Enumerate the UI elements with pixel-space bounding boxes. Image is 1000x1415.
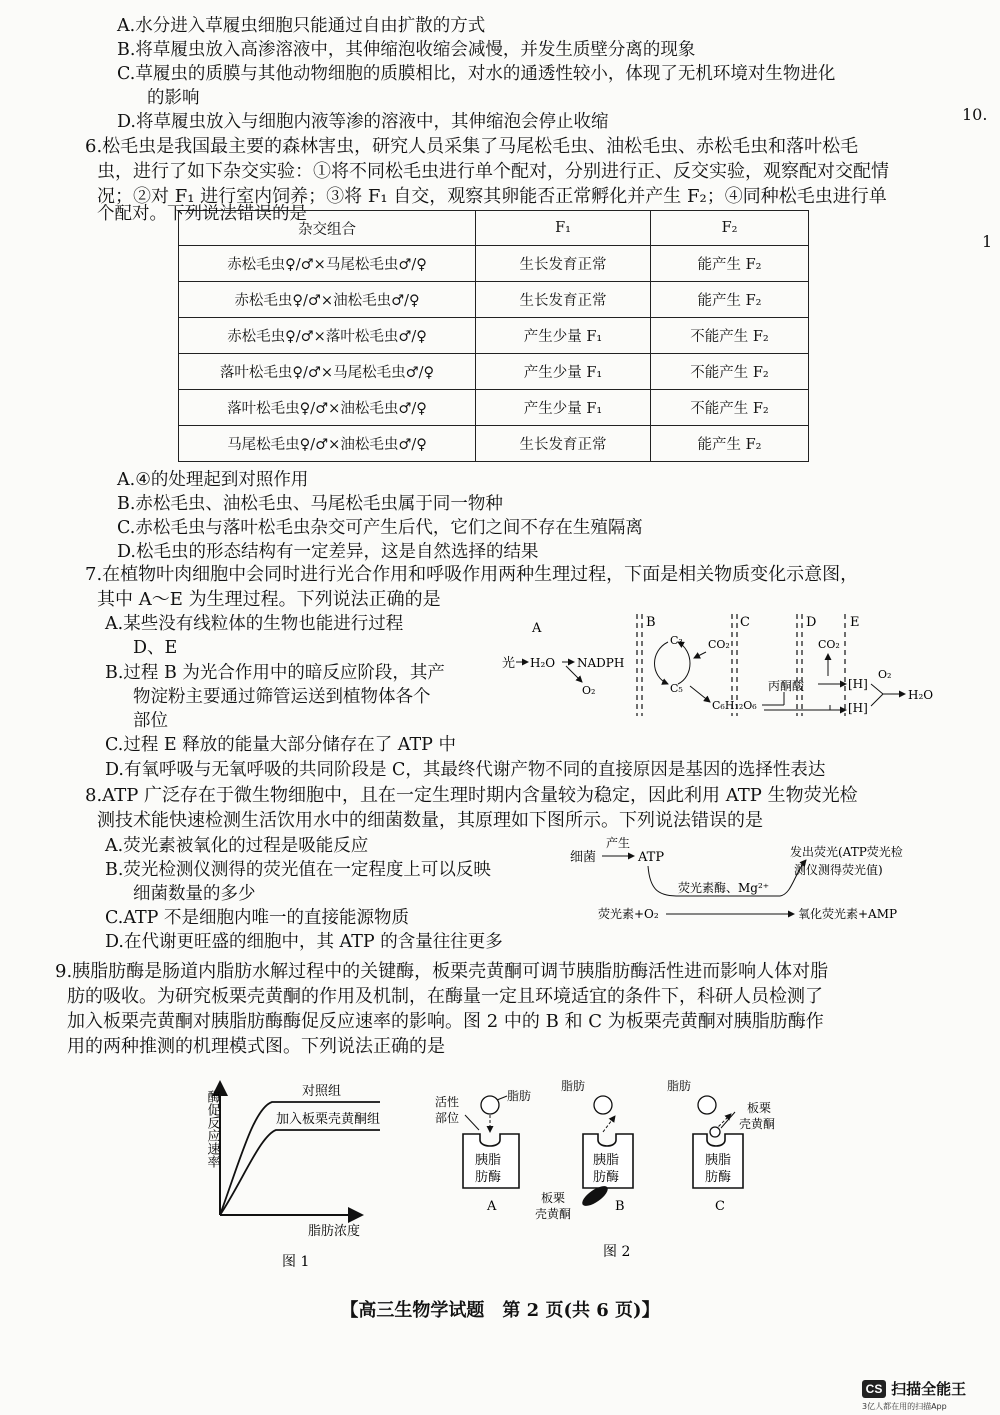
table-row: [179, 390, 809, 426]
q6-stem: 6.松毛虫是我国最主要的森林害虫，研究人员采集了马尾松毛虫、油松毛虫、赤松毛虫和落叶松毛: [85, 136, 859, 157]
table-row: [179, 318, 809, 354]
figure-2-models: [435, 1070, 795, 1270]
q7-option-b: B.过程 B 为光合作用中的暗反应阶段，其产: [105, 663, 445, 683]
light-label: 光: [502, 656, 516, 671]
table-cell: 不能产生 F₂: [651, 390, 809, 426]
q5-option-b: B.将草履虫放入高渗溶液中，其伸缩泡收缩会减慢，并发生质壁分离的现象: [117, 40, 696, 60]
pyruvate-label: 丙酮酸: [768, 679, 805, 693]
q7-stem: 7.在植物叶肉细胞中会同时进行光合作用和呼吸作用两种生理过程，下面是相关物质变化示意图，: [85, 564, 859, 585]
table-cell: 产生少量 F₁: [476, 390, 651, 426]
c5-label: C₅: [670, 682, 683, 695]
o2-label: O₂: [582, 684, 596, 697]
atp-fluorescence-diagram: [570, 834, 950, 926]
atp-label: ATP: [638, 850, 665, 865]
y-axis-label: 酶促反应速率: [204, 1090, 220, 1168]
h-label: [H]: [848, 677, 868, 691]
bacteria-label: 细菌: [570, 850, 597, 865]
emit-label-2: 测仪测得荧光值): [794, 863, 883, 877]
q7-option-c: C.过程 E 释放的能量大部分储存在了 ATP 中: [105, 735, 456, 755]
fat-label: 脂肪: [667, 1079, 692, 1093]
q7-option-a: A.某些没有线粒体的生物也能进行过程: [105, 614, 404, 634]
fat-label: 脂肪: [561, 1079, 586, 1093]
fat-molecule: [481, 1096, 499, 1114]
table-cell: 生长发育正常: [476, 282, 651, 318]
page-footer: 【高三生物学试题 第 2 页(共 6 页)】: [340, 1300, 660, 1321]
enzyme-label: 胰脂: [475, 1153, 502, 1168]
q5-option-d: D.将草履虫放入与细胞内液等渗的溶液中，其伸缩泡会停止收缩: [117, 112, 609, 132]
table-row: [179, 354, 809, 390]
inhibitor-label: 壳黄酮: [739, 1117, 776, 1131]
stage-label-a: A: [532, 621, 542, 636]
table-cell: 赤松毛虫♀/♂×油松毛虫♂/♀: [179, 282, 476, 318]
q7-option-b-cont: 部位: [133, 711, 168, 731]
model-a: [435, 1088, 531, 1214]
inhibitor-label: 板栗: [541, 1191, 566, 1205]
scanner-tagline: 3亿人都在用的扫描App: [862, 1402, 947, 1411]
q6-stem: 况；②对 F₁ 进行室内饲养；③将 F₁ 自交，观察其卵能否正常孵化并产生 F₂；④同种松毛虫进行单: [97, 186, 887, 207]
table-cell: 不能产生 F₂: [651, 318, 809, 354]
table-cell: 不能产生 F₂: [651, 354, 809, 390]
table-cell: 能产生 F₂: [651, 246, 809, 282]
figure-1-caption: 图 1: [282, 1254, 310, 1270]
panel-label-c: C: [715, 1199, 725, 1214]
table-header-row: [179, 211, 809, 246]
scanner-logo: CS: [862, 1380, 886, 1398]
stage-label-c: C: [740, 615, 750, 630]
panel-label-a: A: [487, 1199, 497, 1214]
enzyme-label: 肪酶: [705, 1170, 732, 1185]
enzyme-label: 肪酶: [593, 1170, 620, 1185]
table-cell: 产生少量 F₁: [476, 354, 651, 390]
figure-1-graph: [190, 1070, 410, 1270]
stage-label-e: E: [850, 615, 860, 630]
inhibitor-label: 壳黄酮: [535, 1207, 572, 1221]
margin-number: 10.: [962, 105, 988, 124]
enzyme-label: 胰脂: [593, 1153, 620, 1168]
q7-option-b-cont: 物淀粉主要通过筛管运送到植物体各个: [133, 687, 431, 707]
panel-label-b: B: [615, 1199, 625, 1214]
table-cell: 产生少量 F₁: [476, 318, 651, 354]
table-cell: 马尾松毛虫♀/♂×油松毛虫♂/♀: [179, 426, 476, 462]
table-row: [179, 426, 809, 462]
model-b: [535, 1078, 633, 1221]
table-cell: 赤松毛虫♀/♂×落叶松毛虫♂/♀: [179, 318, 476, 354]
enzyme-label: 荧光素酶、Mg²⁺: [678, 881, 770, 895]
q9-stem: 用的两种推测的机理模式图。下列说法正确的是: [67, 1036, 445, 1057]
co2-right-label: CO₂: [818, 638, 840, 651]
cross-table: [178, 210, 809, 462]
x-axis-label: 脂肪浓度: [308, 1224, 361, 1239]
q8-stem: 8.ATP 广泛存在于微生物细胞中，且在一定生理时期内含量较为稳定，因此利用 ATP 生物荧光检: [85, 785, 858, 806]
q8-option-a: A.荧光素被氧化的过程是吸能反应: [105, 836, 369, 856]
q5-option-a: A.水分进入草履虫细胞只能通过自由扩散的方式: [117, 16, 486, 36]
treatment-curve: [220, 1130, 380, 1215]
h2o-right-label: H₂O: [908, 688, 934, 702]
table-cell: 赤松毛虫♀/♂×马尾松毛虫♂/♀: [179, 246, 476, 282]
table-row: [179, 246, 809, 282]
produce-label: 产生: [606, 836, 631, 850]
curve-label-treatment: 加入板栗壳黄酮组: [276, 1112, 381, 1127]
h-label: [H]: [848, 701, 868, 715]
emit-label-1: 发出荧光(ATP荧光检: [790, 845, 903, 859]
scanner-brand: 扫描全能王: [891, 1380, 967, 1398]
glucose-label: C₆H₁₂O₆: [712, 699, 757, 712]
stage-label-d: D: [806, 615, 817, 630]
table-cell: 能产生 F₂: [651, 282, 809, 318]
q8-option-c: C.ATP 不是细胞内唯一的直接能源物质: [105, 908, 410, 928]
q8-option-d: D.在代谢更旺盛的细胞中，其 ATP 的含量往往更多: [105, 932, 503, 952]
q6-option-d: D.松毛虫的形态结构有一定差异，这是自然选择的结果: [117, 542, 539, 562]
q7-stem: 其中 A～E 为生理过程。下列说法正确的是: [97, 589, 441, 610]
table-cell: 落叶松毛虫♀/♂×油松毛虫♂/♀: [179, 390, 476, 426]
q6-option-b: B.赤松毛虫、油松毛虫、马尾松毛虫属于同一物种: [117, 494, 503, 514]
margin-number: 1: [982, 232, 993, 251]
q7-option-d: D.有氧呼吸与无氧呼吸的共同阶段是 C，其最终代谢产物不同的直接原因是基因的选择性表达: [105, 760, 826, 780]
reactant-label: 荧光素+O₂: [598, 907, 659, 921]
q9-stem: 加入板栗壳黄酮对胰脂肪酶酶促反应速率的影响。图 2 中的 B 和 C 为板栗壳黄酮对胰脂肪酶作: [67, 1011, 824, 1032]
q6-option-c: C.赤松毛虫与落叶松毛虫杂交可产生后代，它们之间不存在生殖隔离: [117, 518, 643, 538]
fat-molecule: [698, 1096, 716, 1114]
model-c: [667, 1078, 775, 1214]
c3-label: C₃: [670, 634, 683, 647]
table-header: 杂交组合: [179, 211, 476, 246]
scanner-watermark: [862, 1378, 966, 1412]
q7-option-a-cont: D、E: [133, 638, 178, 658]
enzyme-label: 胰脂: [705, 1153, 732, 1168]
co2-left-label: CO₂: [708, 638, 730, 651]
table-cell: 落叶松毛虫♀/♂×马尾松毛虫♂/♀: [179, 354, 476, 390]
table-row: [179, 282, 809, 318]
enzyme-label: 肪酶: [475, 1170, 502, 1185]
table-header: F₂: [651, 211, 809, 246]
q6-stem: 个配对。下列说法错误的是: [97, 204, 307, 224]
inhibitor-label: 板栗: [747, 1101, 772, 1115]
table-header: F₁: [476, 211, 651, 246]
q8-option-b-cont: 细菌数量的多少: [133, 884, 256, 904]
figure-2-caption: 图 2: [603, 1244, 631, 1260]
stage-label-b: B: [646, 615, 656, 630]
q5-option-c-cont: 的影响: [147, 88, 200, 108]
o2-right-label: O₂: [878, 668, 892, 681]
active-site-label: 部位: [435, 1111, 460, 1125]
q8-option-b: B.荧光检测仪测得的荧光值在一定程度上可以反映: [105, 860, 491, 880]
photosynthesis-respiration-diagram: [500, 606, 945, 721]
fat-label: 脂肪: [507, 1089, 532, 1103]
inhibitor-molecule: [710, 1127, 720, 1137]
q9-stem: 9.胰脂肪酶是肠道内脂肪水解过程中的关键酶，板栗壳黄酮可调节胰脂肪酶活性进而影响人体对脂: [55, 961, 829, 982]
table-cell: 生长发育正常: [476, 426, 651, 462]
product-label: 氧化荧光素+AMP: [798, 907, 898, 921]
curve-label-control: 对照组: [302, 1084, 342, 1099]
table-cell: 生长发育正常: [476, 246, 651, 282]
q8-stem: 测技术能快速检测生活饮用水中的细菌数量，其原理如下图所示。下列说法错误的是: [97, 810, 763, 831]
q5-option-c: C.草履虫的质膜与其他动物细胞的质膜相比，对水的通透性较小，体现了无机环境对生物进化: [117, 64, 836, 84]
q9-stem: 肪的吸收。为研究板栗壳黄酮的作用及机制，在酶量一定且环境适宜的条件下，科研人员检测了: [67, 986, 823, 1007]
nadph-label: NADPH: [577, 656, 625, 670]
h2o-label: H₂O: [530, 656, 556, 670]
q6-option-a: A.④的处理起到对照作用: [117, 470, 309, 490]
active-site-label: 活性: [435, 1095, 460, 1109]
table-cell: 能产生 F₂: [651, 426, 809, 462]
fat-molecule: [594, 1096, 612, 1114]
q6-stem: 虫，进行了如下杂交实验：①将不同松毛虫进行单个配对，分别进行正、反交实验，观察配对交配情: [97, 161, 889, 182]
